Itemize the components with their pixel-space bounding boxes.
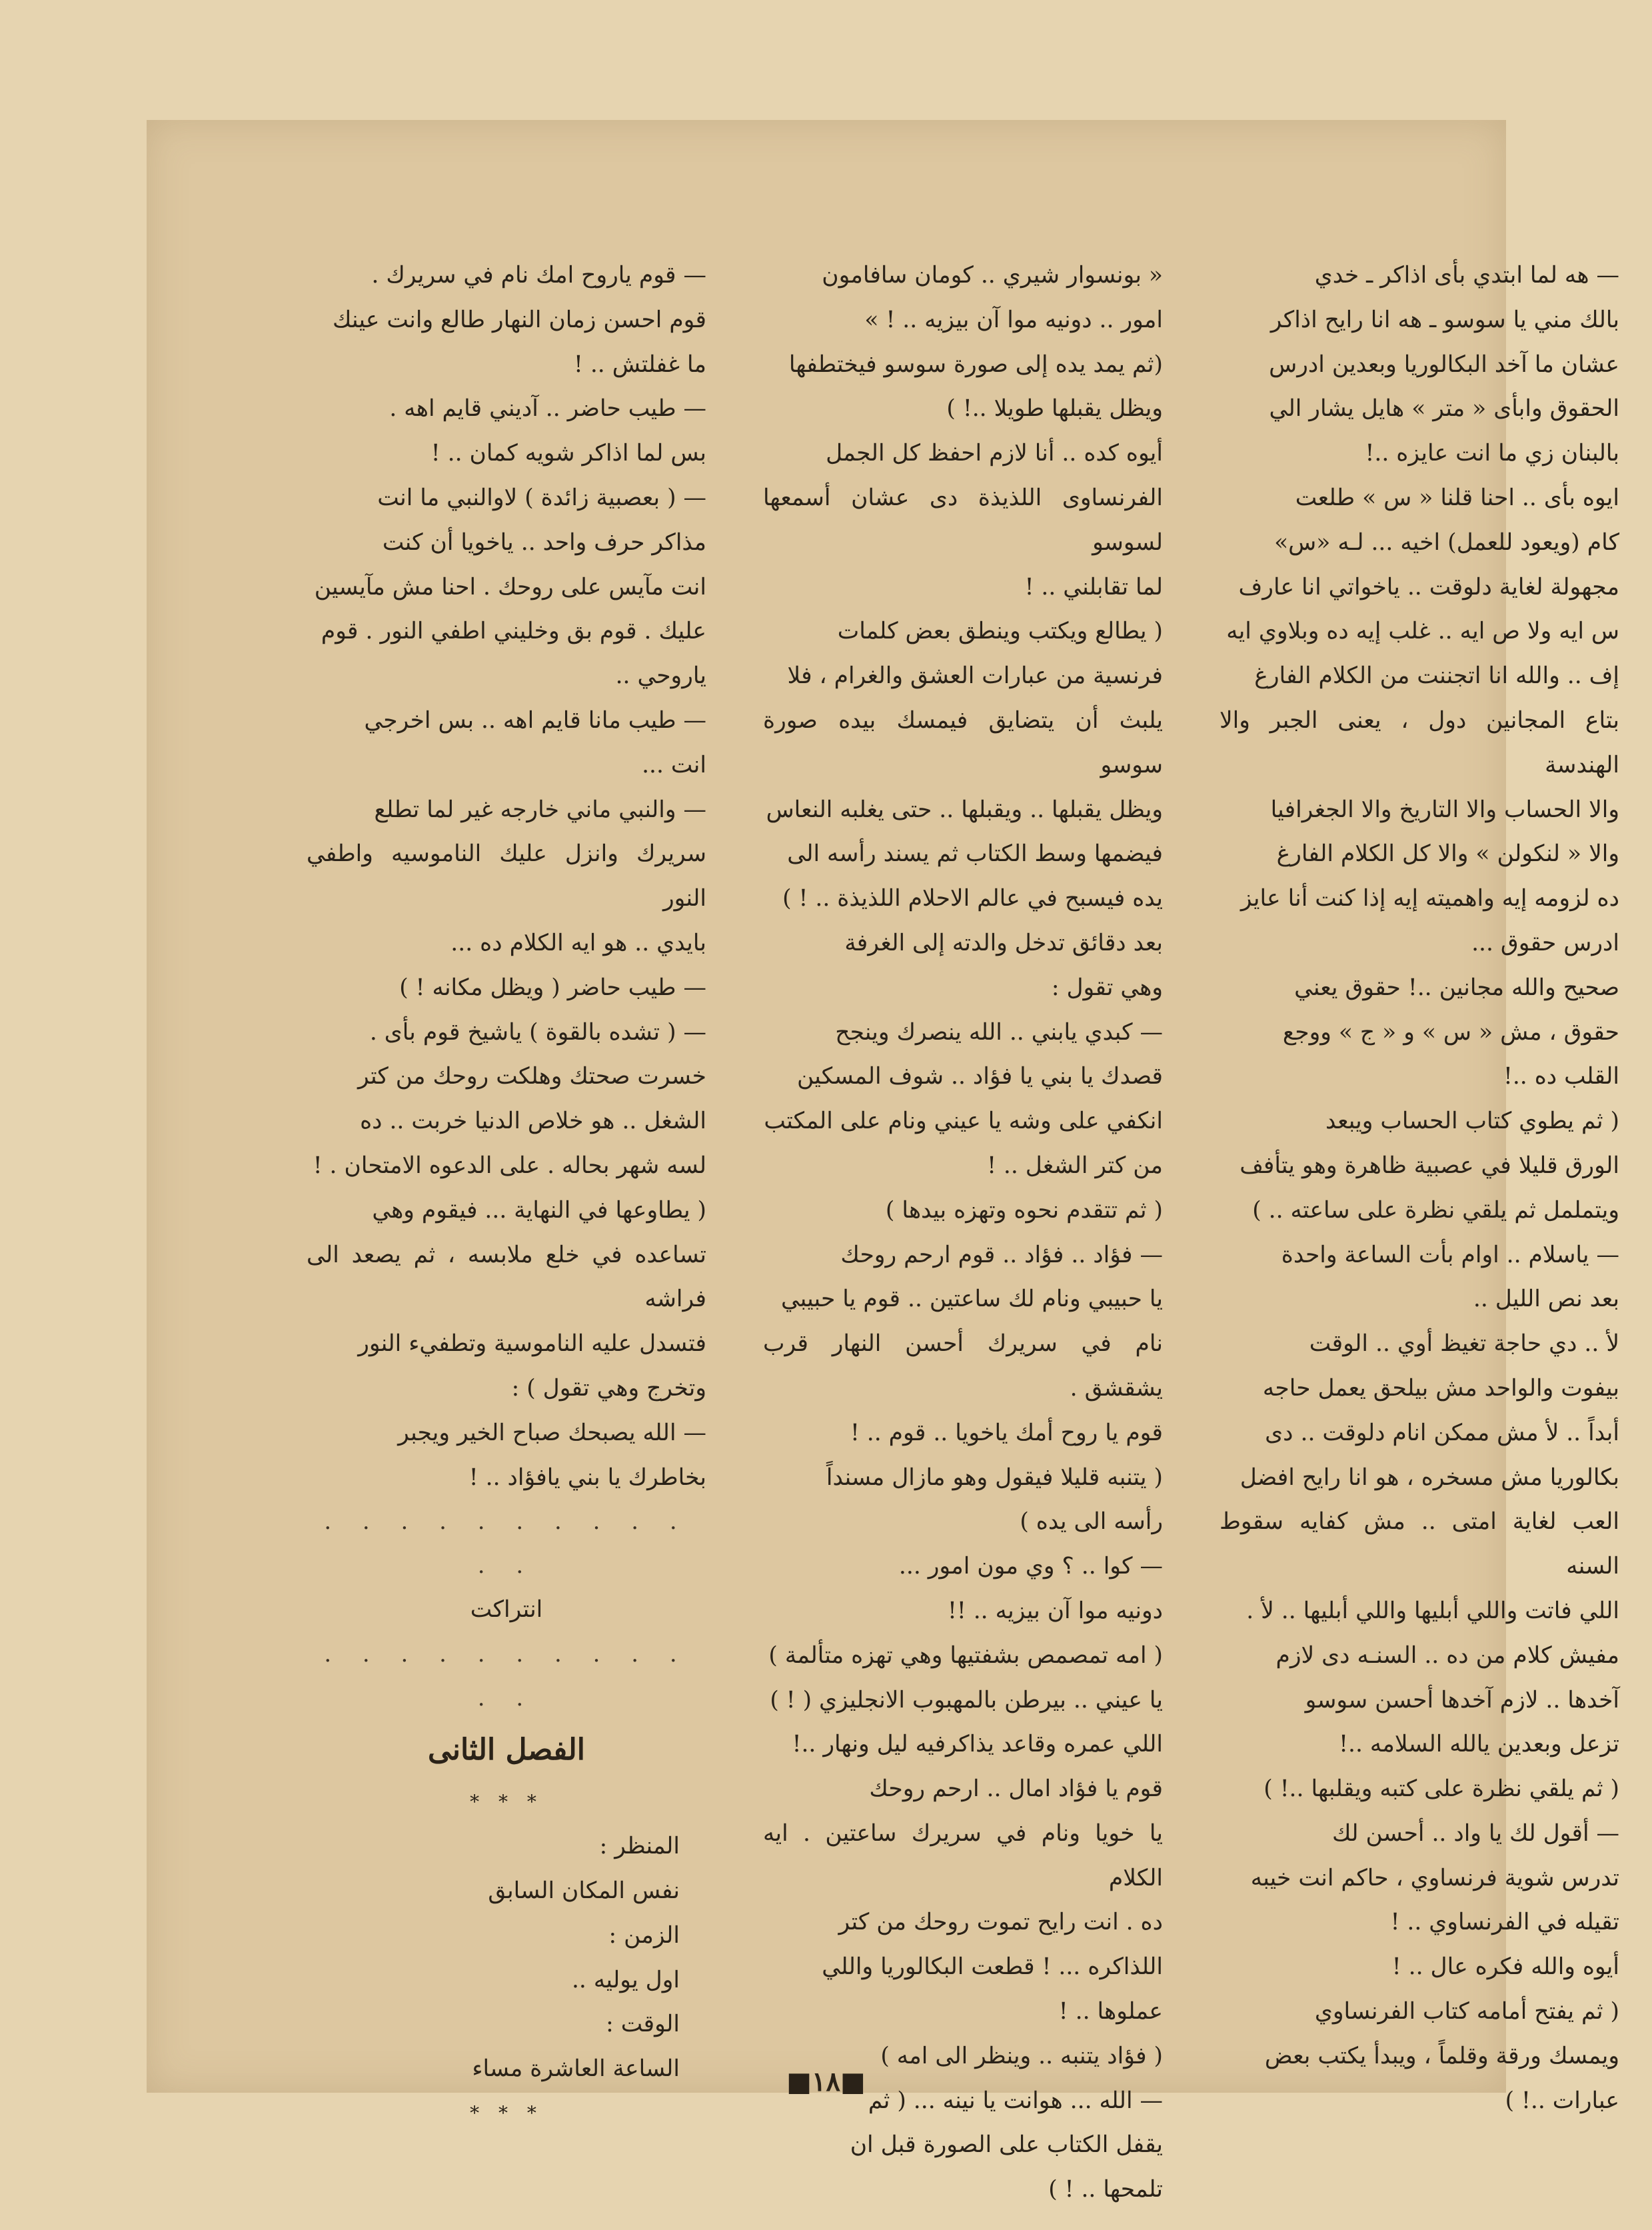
text-line: وهي تقول : <box>1051 974 1163 1001</box>
text-line: ويتململ ثم يلقي نظرة على ساعته .. ) <box>1252 1196 1619 1224</box>
text-line: — الله ... هوانت يا نينه ... ( ثم <box>868 2087 1163 2114</box>
text-line: الورق قليلا في عصبية ظاهرة وهو يتأفف <box>1239 1152 1619 1179</box>
time-value: اول يوليه .. <box>571 1966 680 1993</box>
text-line: والا « لنكولن » والا كل الكلام الفارغ <box>1276 840 1619 868</box>
time-label: الزمن : <box>608 1921 680 1949</box>
text-line: ويظل يقبلها .. ويقبلها .. حتى يغلبه النعاس <box>766 796 1163 823</box>
text-line: — والنبي ماني خارجه غير لما تطلع <box>374 796 706 823</box>
text-line: « بونسوار شيري .. كومان سافامون <box>822 262 1163 289</box>
text-line: تساعده في خلع ملابسه ، ثم يصعد الى فراشه <box>307 1241 706 1313</box>
stars-bottom: * * * <box>470 2101 543 2124</box>
text-line: ايوه بأى .. احنا قلنا « س » طلعت <box>1295 484 1619 511</box>
text-line: (ثم يمد يده إلى صورة سوسو فيختطفها <box>788 351 1163 378</box>
text-line: يا حبيبي ونام لك ساعتين .. قوم يا حبيبي <box>780 1286 1163 1313</box>
text-line: ما غفلتش .. ! <box>574 351 706 378</box>
text-line: — فؤاد .. فؤاد .. قوم ارحم روحك <box>840 1241 1163 1268</box>
text-line: ( فؤاد يتنبه .. وينظر الى امه ) <box>880 2042 1163 2069</box>
text-line: ويظل يقبلها طويلا ..! ) <box>946 395 1163 423</box>
text-line: العب لغاية امتى .. مش كفايه سقوط السنه <box>1220 1508 1619 1580</box>
text-line: حقوق ، مش « س » و « ج » ووجع <box>1282 1018 1619 1046</box>
text-line: الفرنساوى اللذيذة دى عشان أسمعها لسوسو <box>763 484 1163 556</box>
text-line: بالك مني يا سوسو ـ هه انا رايح اذاكر <box>1270 306 1619 333</box>
text-line: من كتر الشغل .. ! <box>987 1152 1163 1179</box>
text-line: عبارات ..! ) <box>1505 2087 1619 2114</box>
text-line: إف .. والله انا اتجننت من الكلام الفارغ <box>1254 662 1619 690</box>
text-line: ( يطاوعها في النهاية ... فيقوم وهي <box>372 1196 706 1224</box>
text-line: يده فيسبح في عالم الاحلام اللذيذة .. ! ) <box>782 885 1163 912</box>
text-line: — ( بعصبية زائدة ) لاوالنبي ما انت <box>377 484 706 511</box>
text-line: فتسدل عليه الناموسية وتطفيء النور <box>358 1330 706 1358</box>
act-two-title: الفصل الثانى <box>428 1733 585 1767</box>
text-line: سريرك وانزل عليك الناموسيه واطفي النور <box>307 840 706 912</box>
text-line: مفيش كلام من ده .. السنـه دى لازم <box>1275 1642 1619 1669</box>
text-line: تلمحها .. ! ) <box>1048 2176 1163 2203</box>
text-line: القلب ده ..! <box>1503 1063 1619 1090</box>
text-line: انت مآيس على روحك . احنا مش مآيسين <box>314 573 706 600</box>
text-line: — طيب حاضر .. آديني قايم اهه . <box>389 395 706 423</box>
magazine-page <box>147 120 1619 2203</box>
text-line: قصدك يا بني يا فؤاد .. شوف المسكين <box>797 1063 1163 1090</box>
text-line: لما تقابلني .. ! <box>1024 573 1163 600</box>
text-line: بعد دقائق تدخل والدته إلى الغرفة <box>844 929 1163 956</box>
text-line: بالبنان زي ما انت عايزه ..! <box>1365 440 1619 467</box>
scene-label: المنظر : <box>599 1833 680 1860</box>
text-line: يلبث أن يتضايق فيمسك بيده صورة سوسو <box>763 706 1163 778</box>
text-line: بس لما اذاكر شويه كمان .. ! <box>430 440 706 467</box>
text-line: ده لزومه إيه واهميته إيه إذا كنت أنا عايز <box>1240 885 1619 912</box>
text-line: تزعل وبعدين يالله السلامه ..! <box>1339 1731 1619 1758</box>
stars-top: * * * <box>470 1791 543 1813</box>
text-line: ( امه تمصمص بشفتيها وهي تهزه متألمة ) <box>768 1642 1163 1669</box>
text-line: قوم يا روح أمك ياخويا .. قوم .. ! <box>850 1419 1163 1446</box>
page-number: ■١٨■ <box>786 2066 866 2097</box>
text-line: يقفل الكتاب على الصورة قبل ان <box>850 2131 1163 2159</box>
text-line: خسرت صحتك وهلكت روحك من كتر <box>357 1063 706 1090</box>
text-line: رأسه الى يده ) <box>1020 1508 1163 1536</box>
column-middle <box>763 253 1163 2212</box>
text-line: ويمسك ورقة وقلماً ، ويبدأ يكتب بعض <box>1264 2042 1619 2069</box>
text-line: — ياسلام .. اوام بأت الساعة واحدة <box>1281 1241 1619 1268</box>
text-line: مذاكر حرف واحد .. ياخويا أن كنت <box>382 529 706 556</box>
text-line: س ايه ولا ص ايه .. غلب إيه ده وبلاوي ايه <box>1226 618 1619 645</box>
text-line: امور .. دونيه موا آن بيزيه .. ! » <box>864 306 1163 333</box>
text-line: ( ثم يطوي كتاب الحساب ويبعد <box>1325 1108 1619 1135</box>
text-line: عشان ما آخد البكالوريا وبعدين ادرس <box>1269 351 1619 378</box>
text-line: ( يطالع ويكتب وينطق بعض كلمات <box>837 618 1163 645</box>
text-line: بخاطرك يا بني يافؤاد .. ! <box>468 1464 706 1491</box>
text-line: — الله يصبحك صباح الخير ويجبر <box>398 1419 706 1446</box>
text-line: ( ثم يفتح أمامه كتاب الفرنساوي <box>1314 1998 1619 2025</box>
text-line: ( ثم يلقي نظرة على كتبه ويقلبها ..! ) <box>1263 1775 1619 1803</box>
text-line: الحقوق وابأى « متر » هايل يشار الي <box>1269 395 1619 423</box>
text-line: لسه شهر بحاله . على الدعوه الامتحان . ! <box>313 1152 706 1179</box>
text-line: — طيب حاضر ( ويظل مكانه ! ) <box>399 974 706 1001</box>
column-left <box>307 253 706 2135</box>
text-line: أيوه كده .. أنا لازم احفظ كل الجمل <box>826 440 1163 467</box>
interlude-dots-bottom: . . . . . . . . . . . . <box>324 1641 689 1712</box>
text-line: — كوا .. ؟ وي مون امور ... <box>898 1553 1163 1580</box>
hour-value: الساعة العاشرة مساء <box>472 2055 680 2083</box>
text-line: دونيه موا آن بيزيه .. !! <box>948 1597 1163 1624</box>
text-line: أيوه والله فكره عال .. ! <box>1391 1953 1619 1981</box>
text-line: تقيله في الفرنساوي .. ! <box>1390 1909 1619 1936</box>
interlude-dots-top: . . . . . . . . . . . . <box>324 1508 689 1580</box>
text-line: ادرس حقوق ... <box>1471 929 1619 956</box>
text-line: يا عيني .. بيرطن بالمهبوب الانجليزي ( ! ) <box>770 1686 1163 1713</box>
text-line: ( يتنبه قليلا فيقول وهو مازال مسنداً <box>826 1464 1163 1491</box>
hour-label: الوقت : <box>606 2011 680 2038</box>
text-line: نام في سريرك أحسن النهار قرب يشقشق . <box>763 1330 1163 1402</box>
text-line: ( ثم تتقدم نحوه وتهزه بيدها ) <box>885 1196 1163 1224</box>
text-line: فيضمها وسط الكتاب ثم يسند رأسه الى <box>787 840 1163 868</box>
text-line: أبداً .. لأ مش ممكن انام دلوقت .. دى <box>1265 1419 1619 1446</box>
text-line: عملوها .. ! <box>1058 1998 1163 2025</box>
text-line: وتخرج وهي تقول ) : <box>511 1374 706 1402</box>
text-line: اللذاكره ... ! قطعت البكالوريا واللي <box>822 1953 1163 1981</box>
text-line: بايدي .. هو ايه الكلام ده ... <box>450 929 706 956</box>
scene-value: نفس المكان السابق <box>488 1877 680 1904</box>
text-line: قوم يا فؤاد امال .. ارحم روحك <box>869 1775 1163 1803</box>
text-line: — أقول لك يا واد .. أحسن لك <box>1331 1819 1619 1847</box>
text-line: — قوم ياروح امك نام في سريرك . <box>371 262 706 289</box>
text-line: اللي عمره وقاعد يذاكرفيه ليل ونهار ..! <box>792 1731 1163 1758</box>
text-line: كام (ويعود للعمل) اخيه ... لـه «س» <box>1274 529 1619 556</box>
text-line: بتاع المجانين دول ، يعنى الجبر والا الهندسة <box>1220 706 1619 778</box>
text-line: — هه لما ابتدي بأى اذاكر ـ خدي <box>1314 262 1619 289</box>
text-line: ده . انت رايح تموت روحك من كتر <box>838 1909 1163 1936</box>
text-line: تدرس شوية فرنساوي ، حاكم انت خيبه <box>1250 1864 1619 1891</box>
column-left-dialogue <box>307 253 706 1500</box>
text-line: يا خويا ونام في سريرك ساعتين . ايه الكلام <box>763 1819 1163 1891</box>
text-line: صحيح والله مجانين ..! حقوق يعني <box>1294 974 1619 1001</box>
text-line: والا الحساب والا التاريخ والا الجغرافيا <box>1270 796 1619 823</box>
text-line: بكالوريا مش مسخره ، هو انا رايح افضل <box>1239 1464 1619 1491</box>
text-line: عليك . قوم بق وخليني اطفي النور . قوم <box>321 618 706 645</box>
column-right <box>1220 253 1619 2123</box>
text-line: — طيب مانا قايم اهه .. بس اخرجي <box>364 706 706 734</box>
text-line: — ( تشده بالقوة ) ياشيخ قوم بأى . <box>369 1018 706 1046</box>
text-line: بعد نص الليل .. <box>1473 1286 1619 1313</box>
text-line: فرنسية من عبارات العشق والغرام ، فلا <box>787 662 1163 690</box>
text-line: الشغل .. هو خلاص الدنيا خربت .. ده <box>360 1108 706 1135</box>
text-line: انكفي على وشه يا عيني ونام على المكتب <box>764 1108 1163 1135</box>
text-line: قوم احسن زمان النهار طالع وانت عينك <box>332 306 706 333</box>
text-line: اللي فاتت واللي أبليها واللي أبليها .. لأ . <box>1246 1597 1619 1624</box>
text-line: ياروحي .. <box>615 662 706 690</box>
text-line: لأ .. دي حاجة تغيظ أوي .. الوقت <box>1309 1330 1619 1358</box>
text-line: انت ... <box>642 751 706 778</box>
text-line: بيفوت والواحد مش بيلحق يعمل حاجه <box>1262 1374 1619 1402</box>
text-line: — كبدي يابني .. الله ينصرك وينجح <box>835 1018 1163 1046</box>
interlude-label: انتراكت <box>470 1596 543 1624</box>
text-line: مجهولة لغاية دلوقت .. ياخواتي انا عارف <box>1238 573 1619 600</box>
text-line: آخدها .. لازم آخدها أحسن سوسو <box>1305 1686 1619 1713</box>
